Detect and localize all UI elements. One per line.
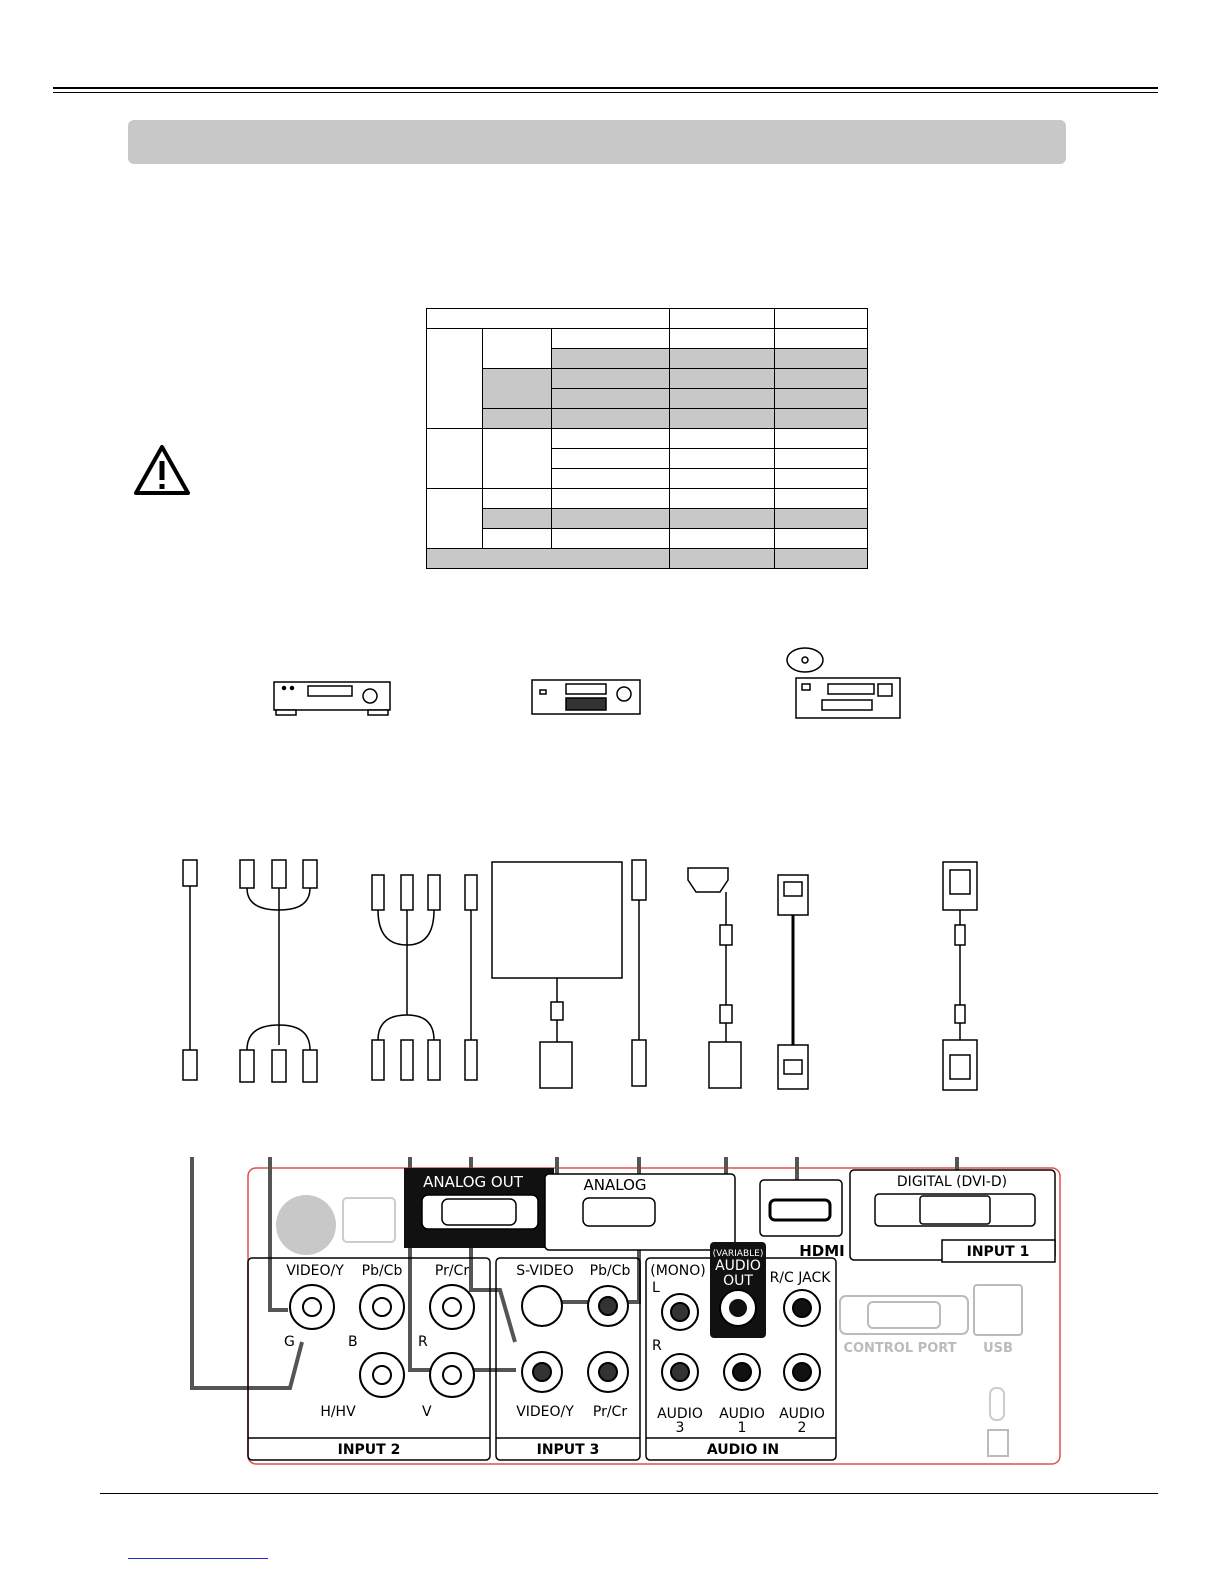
table-row	[427, 429, 868, 449]
g-label: G	[284, 1334, 295, 1350]
audio2-num: 2	[797, 1420, 807, 1436]
audio-out-label-2: OUT	[723, 1273, 753, 1289]
scart-cable-icon	[688, 868, 741, 1088]
lan-port-icon	[343, 1198, 395, 1242]
analog-out-port	[442, 1199, 516, 1225]
rc-jack-label: R/C JACK	[769, 1270, 831, 1286]
digital-label: DIGITAL (DVI-D)	[896, 1174, 1008, 1190]
pb-cb-in3-label: Pb/Cb	[589, 1263, 631, 1279]
usb-label: USB	[983, 1341, 1013, 1356]
security-slot	[990, 1388, 1004, 1420]
audio-in-label: AUDIO IN	[706, 1442, 780, 1458]
section-title-bar	[128, 120, 1066, 164]
pr-cr-label: Pr/Cr	[434, 1263, 470, 1279]
analog-in-port	[583, 1198, 655, 1226]
usb-port-icon	[974, 1285, 1022, 1335]
table-row	[427, 509, 868, 529]
analog-out-label: ANALOG OUT	[423, 1173, 523, 1191]
table-row	[427, 369, 868, 389]
mono-label: (MONO)	[650, 1263, 706, 1279]
control-port-label: CONTROL PORT	[843, 1341, 957, 1356]
input1-label: INPUT 1	[966, 1244, 1030, 1260]
vcr-device-icon	[274, 682, 390, 715]
analog-in-label: ANALOG	[583, 1176, 647, 1194]
audio2-label: AUDIO	[779, 1406, 825, 1422]
header-rule-thin	[53, 92, 1158, 93]
projector-rear-panel	[160, 1130, 1080, 1475]
footer-link-underline[interactable]	[128, 1558, 268, 1559]
v-label: V	[422, 1404, 432, 1420]
table-row	[427, 409, 868, 429]
table-row	[427, 529, 868, 549]
rca-triple-cable-icon	[372, 875, 440, 1080]
pr-cr-in3-label: Pr/Cr	[592, 1404, 628, 1420]
audio1-num: 1	[737, 1420, 747, 1436]
s-video-cable-icon	[632, 860, 646, 1086]
audio3-num: 3	[675, 1420, 685, 1436]
kensington-lock-icon	[988, 1430, 1008, 1456]
pb-cb-label: Pb/Cb	[361, 1263, 403, 1279]
dvd-player-icon	[787, 648, 900, 718]
source-devices	[260, 640, 920, 720]
b-label: B	[348, 1334, 358, 1350]
hdmi-cable-icon	[778, 875, 808, 1089]
cables	[160, 850, 1000, 1110]
dvi-cable-icon	[943, 862, 977, 1090]
audio3-label: AUDIO	[657, 1406, 703, 1422]
audio-r-label: R	[652, 1338, 662, 1354]
hdmi-port	[770, 1200, 830, 1220]
table-row	[427, 489, 868, 509]
video-y-in3-label: VIDEO/Y	[516, 1404, 574, 1420]
h-hv-label: H/HV	[320, 1404, 356, 1420]
audio-out-label-1: AUDIO	[715, 1258, 761, 1274]
hdmi-logo: HDMI	[799, 1242, 845, 1260]
video-player-icon	[532, 680, 640, 714]
warning-icon	[133, 444, 191, 496]
input2-label: INPUT 2	[337, 1442, 401, 1458]
r-label: R	[418, 1334, 428, 1350]
variable-label: (VARIABLE)	[712, 1249, 764, 1259]
bnc-jacks	[290, 1285, 474, 1397]
table-row	[427, 309, 868, 329]
audio-l-label: L	[652, 1280, 660, 1296]
input3-label: INPUT 3	[536, 1442, 600, 1458]
dvi-port	[920, 1196, 990, 1224]
header-rule	[53, 87, 1158, 89]
table-row	[427, 549, 868, 569]
bnc-triple-cable-icon	[240, 860, 317, 1082]
compatibility-table	[426, 308, 868, 569]
component-adapter-cable-icon	[492, 862, 622, 1088]
remote-sensor	[276, 1195, 336, 1255]
bnc-cable-icon	[183, 860, 197, 1080]
footer-rule	[100, 1493, 1158, 1494]
table-row	[427, 329, 868, 349]
video-y-label: VIDEO/Y	[286, 1263, 344, 1279]
audio1-label: AUDIO	[719, 1406, 765, 1422]
s-video-label: S-VIDEO	[516, 1263, 574, 1279]
rca-cable-icon	[465, 875, 477, 1080]
